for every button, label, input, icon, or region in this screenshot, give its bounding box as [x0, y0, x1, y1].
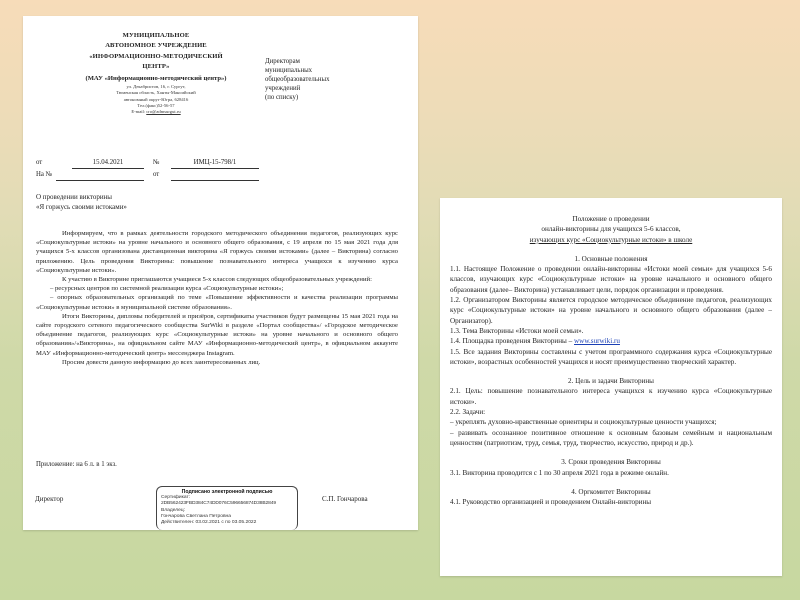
phone-line: Тел.(факс)52-56-57 — [137, 103, 175, 109]
number-value: ИМЦ-15-798/1 — [171, 159, 259, 169]
email-label: E-mail: — [131, 109, 146, 115]
section-item: 1.5. Все задания Викторины составлены с учетом программного содержания курса «Социокультурные истоки», возрастных особенностей учащихся и носят преимущественно творческий характер. — [450, 347, 772, 366]
regulation-title-line: изучающих курс «Социокультурные истоки» в школе — [529, 235, 693, 244]
outgoing-ref-row — [36, 159, 266, 171]
email-link[interactable]: cro@admsurgut.ru — [146, 109, 181, 115]
recipient-line: (по списку) — [265, 94, 299, 101]
venue-link[interactable]: www.surwiki.ru — [574, 337, 620, 346]
cert-label: Сертификат: — [161, 495, 191, 501]
from-value — [171, 171, 259, 181]
date-label: от — [36, 159, 43, 166]
in-reply-label: На № — [36, 171, 53, 178]
recipient-block — [265, 57, 329, 102]
org-name-line: ЦЕНТР» — [142, 62, 170, 70]
org-name-line: «ИНФОРМАЦИОННО-МЕТОДИЧЕСКИЙ — [89, 52, 223, 60]
letter-body — [36, 229, 398, 367]
section-heading: 1. Основные положения — [574, 254, 648, 263]
incoming-ref-row — [36, 171, 266, 183]
section-item: – развивать осознанное позитивное отношение к основным базовым семейным и национальным ценностям (патриотизм, труд, семья, труд, творчество, искусство, природ и др.). — [450, 428, 772, 447]
cert-id: 2DB562423FBD384C74DD076C596656874D38B2849 — [161, 501, 276, 507]
section-item: 3.1. Викторина проводится с 1 по 30 апреля 2021 года в режиме онлайн. — [450, 468, 669, 477]
section-item-venue — [450, 336, 772, 346]
subject-line: «Я горжусь своими истоками» — [36, 203, 127, 211]
validity: Действителен: 03.02.2021 с по 03.05.2022 — [161, 520, 257, 526]
address-line: автономный округ-Югра, 628416 — [123, 96, 189, 102]
from-label: от — [153, 171, 160, 178]
recipient-line: муниципальных — [265, 67, 313, 74]
official-letter-page — [23, 16, 418, 530]
number-label: № — [153, 159, 160, 166]
org-short-name: (МАУ «Информационно-методический центр») — [85, 75, 227, 83]
email-line — [61, 109, 251, 115]
signer-name: С.П. Гончарова — [322, 495, 368, 503]
signer-position: Директор — [35, 495, 64, 503]
section-heading: 3. Сроки проведения Викторины — [561, 458, 661, 467]
regulation-content — [450, 214, 772, 507]
appendix-note: Приложение: на 6 л. в 1 экз. — [36, 461, 117, 468]
recipient-line: Директорам — [265, 58, 300, 65]
paragraph: – ресурсных центров по системной реализации курса «Социокультурные истоки»; — [50, 285, 284, 293]
org-name-line: АВТОНОМНОЕ УЧРЕЖДЕНИЕ — [105, 42, 207, 50]
address-line: ул. Декабристов, 16, г. Сургут, — [126, 84, 186, 90]
venue-label: 1.4. Площадка проведения Викторины – — [450, 337, 574, 346]
letterhead — [61, 31, 251, 116]
org-name-line: МУНИЦИПАЛЬНОЕ — [122, 32, 190, 39]
in-reply-value — [56, 171, 144, 181]
section-item: 2.1. Цель: повышение познавательного интереса учащихся к изучению курса «Социокультурные истоки». — [450, 387, 772, 406]
section-item: 2.2. Задачи: — [450, 408, 486, 417]
subject-line: О проведении викторины — [36, 193, 113, 201]
section-heading: 2. Цель и задачи Викторины — [568, 377, 654, 386]
section-item: 4.1. Руководство организацией и проведением Онлайн-викторины — [450, 498, 652, 507]
esig-title: Подписано электронной подписью — [181, 489, 273, 495]
date-value: 15.04.2021 — [72, 159, 144, 169]
reference-block — [36, 159, 266, 183]
paragraph: Информируем, что в рамках деятельности городского методического объединения педагогов, реализующих курс «Социокультурные истоки» на уровне начального и основного общего образования, с 19 апреля по 15 мая 2021 года для учащихся 5-х классов организована дистанционная викторина «Я горжусь своими истоками» (далее – Викторина) согласно приложению. Цель проведения Викторины: повышение познавательного интереса учащихся к изучению курса «Социокультурные истоки». — [36, 230, 398, 274]
paragraph: – опорных образовательных организаций по теме «Повышение эффективности и качества реализации программы «Социокультурные истоки» в муниципальной системе образования». — [36, 294, 398, 311]
address-line: Тюменская область, Ханты-Мансийский — [116, 90, 196, 96]
owner-label: Владелец: — [161, 507, 185, 513]
section-item: 1.2. Организатором Викторины является городское методическое объединение педагогов, реализующих курс «Социокультурные истоки» на уровне начального и основного общего образования (далее – Организатор). — [450, 296, 772, 325]
paragraph: К участию в Викторине приглашаются учащиеся 5-х классов следующих общеобразовательных учреждений: — [62, 276, 372, 284]
section-item: – укреплять духовно-нравственные ориентиры и социокультурные ценности учащихся; — [450, 418, 717, 427]
regulation-title-line: Положение о проведении — [572, 215, 650, 223]
letter-subject — [36, 192, 127, 212]
electronic-signature-stamp — [156, 486, 298, 530]
owner-name: Гончарова Светлана Петровна — [161, 513, 231, 519]
paragraph: Просим довести данную информацию до всех заинтересованных лиц. — [62, 358, 261, 366]
section-item: 1.1. Настоящее Положение о проведении онлайн-викторины «Истоки моей семьи» для учащихся 5-6 классов, изучающих курс «Социокультурные истоки» на уровне начального и основного общего образования (далее– Викторина) устанавливает цели, порядок организации и проведения. — [450, 265, 772, 294]
regulation-title-line: онлайн-викторины для учащихся 5-6 классов, — [541, 225, 681, 234]
paragraph: Итоги Викторины, дипломы победителей и призёров, сертификаты участников будут размещены 15 мая 2021 года на сайте городского сетевого педагогического сообщества SurWiki в разделе «Портал сообщества»/ «Городское методическое объединение педагогов, реализующих курс «Социокультурные истоки» на уровне начального и основного общего образования»/«Викторина», на официальном сайте МАУ «Информационно-методический центр», в официальном аккаунте МАУ «Информационно-методический центр» мессенджера Instagram. — [36, 312, 398, 357]
regulation-page — [440, 198, 782, 576]
section-item: 1.3. Тема Викторины «Истоки моей семьи». — [450, 326, 584, 335]
recipient-line: общеобразовательных — [265, 76, 330, 83]
section-heading: 4. Оргкомитет Викторины — [571, 487, 651, 496]
recipient-line: учреждений — [265, 85, 301, 92]
